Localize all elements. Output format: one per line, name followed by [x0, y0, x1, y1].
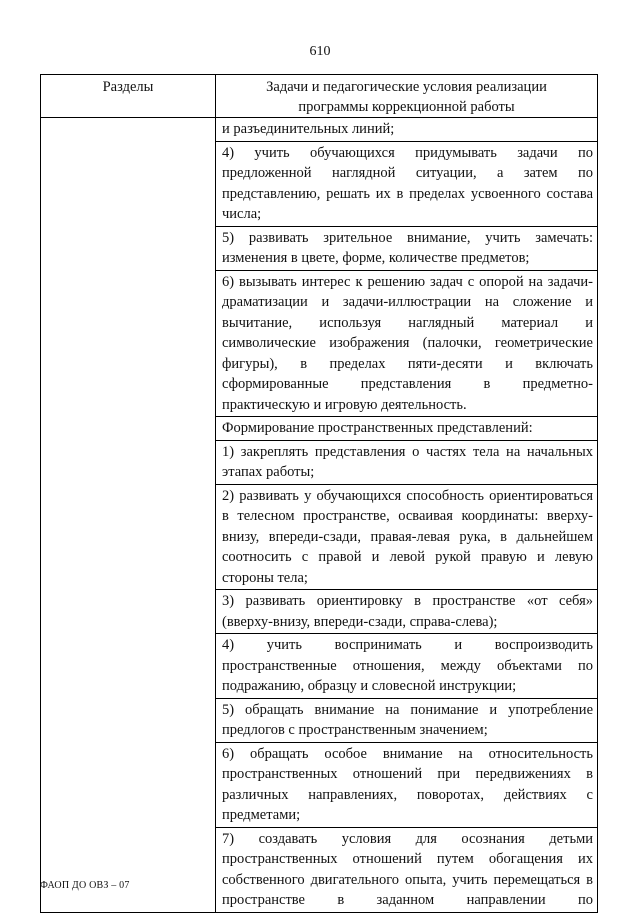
list-item: [216, 828, 597, 912]
list-item: 2) развивать у обучающихся способность ориентироваться в телесном пространстве, осваивая координаты: вверху-внизу, впереди-сзади, правая-левая рука, в дальнейшем соотносить с правой и левой рукой правую и левую стороны тела;: [216, 485, 597, 591]
list-item: 1) закреплять представления о частях тела на начальных этапах работы;: [216, 441, 597, 485]
header-tasks: [216, 75, 598, 118]
table-header-row: [41, 75, 598, 118]
footer-doc-code: ФАОП ДО ОВЗ – 07: [40, 880, 130, 891]
list-item: 6) обращать особое внимание на относительность пространственных отношений при передвижениях в различных направлениях, поворотах, действиях с предметами;: [216, 743, 597, 828]
list-item: и разъединительных линий;: [216, 118, 597, 142]
list-item: 3) развивать ориентировку в пространстве «от себя» (вверху-внизу, впереди-сзади, справа-слева);: [216, 590, 597, 634]
list-item: 4) учить воспринимать и воспроизводить пространственные отношения, между объектами по подражанию, образцу и словесной инструкции;: [216, 634, 597, 699]
header-sections: Разделы: [41, 75, 216, 118]
table-body-row: [41, 118, 598, 913]
content-table: [40, 74, 598, 913]
list-item: 4) учить обучающихся придумывать задачи по предложенной наглядной ситуации, а затем по представлению, решать их в пределах усвоенного состава числа;: [216, 142, 597, 227]
header-tasks-line2: программы коррекционной работы: [298, 99, 515, 115]
header-tasks-line1: Задачи и педагогические условия реализации: [266, 79, 547, 95]
list-item: 5) обращать внимание на понимание и употребление предлогов с пространственным значением;: [216, 699, 597, 743]
list-item: 5) развивать зрительное внимание, учить замечать: изменения в цвете, форме, количестве предметов;: [216, 227, 597, 271]
sections-cell: [41, 118, 216, 913]
page-number: 610: [309, 44, 331, 59]
list-item-text: 7) создавать условия для осознания детьми пространственных отношений путем обогащения их собственного двигательного опыта, учить перемещаться в пространстве в заданном направлении по: [222, 830, 593, 908]
section-heading: Формирование пространственных представлений:: [216, 417, 597, 441]
list-item: 6) вызывать интерес к решению задач с опорой на задачи-драматизации и задачи-иллюстрации на сложение и вычитание, используя наглядный материал и символические изображения (палочки, геометрические фигуры), в пределах пяти-десяти и включать сформированные представления в предметно-практическую и игровую деятельность.: [216, 271, 597, 418]
tasks-cell: [216, 118, 598, 913]
